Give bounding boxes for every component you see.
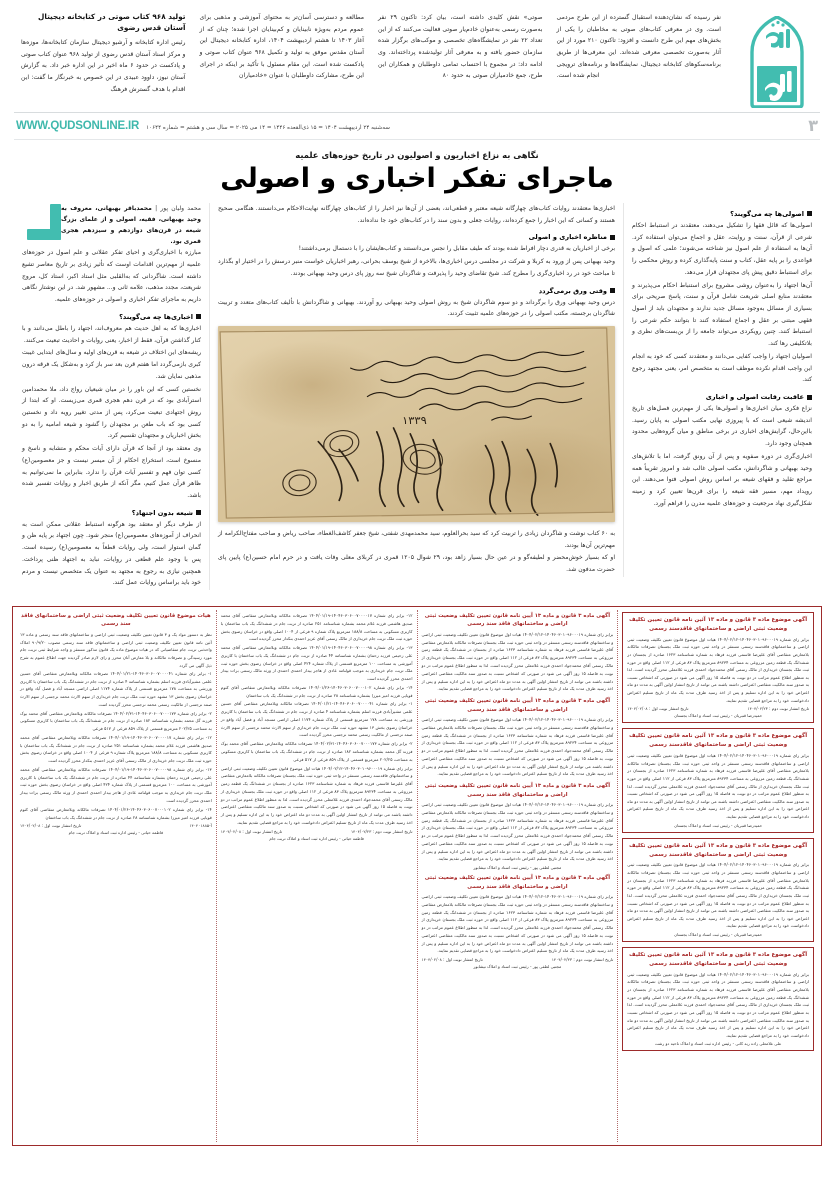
subhead-osuli (632, 210, 812, 218)
subhead-osuli-label: اصولی‌ها چه می‌گویند؟ (730, 209, 804, 218)
publish-date-2: تاریخ انتشار نوبت دوم : ۱۴۰۴/۰۲/۲۳ (350, 828, 413, 834)
legal-notice-item: ۱۲- برابر رای شماره ۱۴۰۴۶۰۳۰۶۰۰۷۰۰۰۰۱۷-۱۴۰۴/۰۱/۱۹ تصرفات مالکانه وبلامعارض متقاضی آقای محمد صدیق هاشمی فرزند غلام محمد بشماره شناسنامه ۲۵۱ صادره از تربت جام در ششدانگ یک باب ساختمان با کاربری مسکونی به مساحت ۱۸۸/۸ مترمربع پلاک شماره ۹ فرعی از ۱۰۰۴ اصلی واقع در خراسان رضوی بخش حوزه ثبت ملک تربت جام خریداری از مالک رسمی آقای عزیز احمدی بنکدار محرز گردیده است (20, 734, 212, 764)
classified-ad-signature: حمیدرضا قنبریان - رئیس ثبت اسناد و املاک بجستان (674, 713, 763, 719)
subhead-monazere-label: مناظره اخباری و اصولی (528, 233, 607, 242)
article-para: نخستین کسی که این باور را در میان شیعیان رواج داد، ملا محمدامین استرآبادی بود که در قرن دهم هجری قمری می‌زیست. او که ابتدا از روش اجتهادی تبعیت می‌کرد، پس از مدتی تغییر رویه داد و نخستین کسی بود که باب طعن بر مجتهدان را گشود و شیعه امامیه را به دو بخش اخباریان و مجتهدان تقسیم کرد. (22, 385, 201, 440)
article-columns (14, 203, 820, 590)
legal-notice-item: ۱۴- برابر رای شماره ۱۴۰۴۶۰۳۰۶۰۰۷۰۰۰۱۰۲-۱۴۰۴/۰۱/۲۶ تصرفات مالکانه وبلامعارض متقاضی آقای کثوم قویایی فرزند امیر میرزا بشماره شناسنامه ۲۸ صادره از تربت جام در ششدانگ یک باب ساختمان (220, 684, 413, 698)
classified-notice-body: برابر رای شماره ۱۴۰۴۶۰۳۰۱۰۹۶۰۰۰۱۹-۱۴۰۴/۰۲/۱۲ هیات اول موضوع قانون تعیین تکلیف وضعیت ثبتی اراضی و ساختمانهای فاقدسند رسمی مستقر در واحد ثبتی حوزه ثبت ملک بجستان تصرفات مالکانه بلامعارض متقاضی آقای علیرضا قاسمی فرزند فرهاد به شماره شناسنامه ۱۶۲۳ صادره از بجستان در ششدانگ یک قطعه زمین مزروعی به مساحت ۸۹۲۳۴ مترمربع پلاک ۸۳ فرعی از ۱۱۲ اصلی واقع در حوزه ثبت ملک بجستان خریداری از مالک رسمی آقای محمدجواد احمدی فرزند غلامعلی محرز گردیده است. لذا به منظور اطلاع عموم مراتب در دو نوبت به فاصله ۱۵ روز آگهی می شود در صورتی که اشخاص نسبت به صدور سند مالکیت متقاضی اعتراضی داشته باشند می توانند از تاریخ انتشار اولین آگهی به مدت دو ماه اعتراض خود را به این اداره تسلیم و پس از اخذ رسید ظرف مدت یک ماه از تاریخ تسلیم اعتراض دادخواست خود را به مراجع قضایی تقدیم نمایند. (421, 717, 614, 777)
article-para: برخی از اخباریان به قدری دچار افراط شده بودند که طیف مقابل را نجس می‌دانستند و کتاب‌هایشان را با دستمال برمی‌داشتند! (298, 245, 615, 253)
classifieds-column-4 (618, 610, 818, 1142)
article-title: ماجرای تفکر اخباری و اصولی (220, 163, 614, 194)
classified-ad-title: آگهی موضوع ماده ۳ قانون و ماده ۱۳ آئین نامه قانون تعیین تکلیف وضعیت ثبتی اراضی و ساختمانهای فاقدسند رسمی (629, 617, 808, 632)
article-para: مبارزه با اخباری‌گری و احیای تفکر عقلانی و علم اصول در حوزه‌های علمیه از مهم‌ترین اقدامات اوست که تأثیر زیادی بر تاریخ معاصر تشیع داشته است. شاگردانی که به‌القلبی مثل استاد اکبر، استاد کل، مروج شریعت، مجدد مذهب، علامه ثانی و... مشهور شد. در این نوشتار نگاهی داریم به ماجرای تفکر اخباری و اصولی در حوزه‌های علمیه. (22, 249, 201, 304)
square-bullet-icon (196, 510, 201, 515)
top-news-col-2 (193, 12, 372, 108)
legal-notice-item: ۱۴- برابر رای شماره ۱۴۰۴۶۰۳۰۶۰۰۷۰۰۰۱۰۲-۱۴۰۴/۰۱/۲۶ تصرفات مالکانه وبلامعارض متقاضی آقای کثوم قویایی فرزند امیر میرزا بشماره شناسنامه ۲۸ صادره از تربت جام در ششدانگ یک باب ساختمان (20, 806, 212, 820)
top-news-text-1: رئیس اداره کتابخانه و آرشیو دیجیتال سازمان کتابخانه‌ها، موزه‌ها و مرکز اسناد آستان قدس رضوی از تولید ۹۶۸ عنوان کتاب صوتی و پادکست در حدود ۶ ماه اخیر در این اداره خبر داد. به گزارش آستان نیوز، داوود عبیدی در این خصوص به خبرنگار ما گفت: این اقدام با هدف گسترش فرهنگ (21, 38, 186, 93)
classified-ad-body: برابر رای شماره ۱۴۰۴۶۰۳۰۱۰۹۶۰۰۰۱۹-۱۴۰۴/۰۲/۱۲ هیات اول موضوع قانون تعیین تکلیف وضعیت ثبتی اراضی و ساختمانهای فاقدسند رسمی مستقر در واحد ثبتی حوزه ثبت ملک بجستان تصرفات مالکانه بلامعارض متقاضی آقای علیرضا قاسمی فرزند فرهاد به شماره شناسنامه ۱۶۲۳ صادره از بجستان در ششدانگ یک قطعه زمین مزروعی به مساحت ۸۹۲۳۴ مترمربع پلاک ۸۳ فرعی از ۱۱۲ اصلی واقع در حوزه ثبت ملک بجستان خریداری از مالک رسمی آقای محمدجواد احمدی فرزند غلامعلی محرز گردیده است. لذا به منظور اطلاع عموم مراتب در دو نوبت به فاصله ۱۵ روز آگهی می شود در صورتی که اشخاص نسبت به صدور سند مالکیت متقاضی اعتراضی داشته باشند می توانند از تاریخ انتشار اولین آگهی به مدت دو ماه اعتراض خود را به این اداره تسلیم و پس از اخذ رسید ظرف مدت یک ماه از تاریخ تسلیم اعتراض دادخواست خود را به مراجع قضایی تقدیم نمایند. (627, 862, 810, 929)
dropcap-lam-icon (27, 204, 61, 240)
classified-notice-body: برابر رای شماره ۱۴۰۴۶۰۳۰۱۰۹۶۰۰۰۱۹-۱۴۰۴/۰۲/۱۲ هیات اول موضوع قانون تعیین تکلیف وضعیت ثبتی اراضی و ساختمانهای فاقدسند رسمی مستقر در واحد ثبتی حوزه ثبت ملک بجستان تصرفات مالکانه بلامعارض متقاضی آقای علیرضا قاسمی فرزند فرهاد به شماره شناسنامه ۱۶۲۳ صادره از بجستان در ششدانگ یک قطعه زمین مزروعی به مساحت ۸۹۲۳۴ مترمربع پلاک ۸۳ فرعی از ۱۱۲ اصلی واقع در حوزه ثبت ملک بجستان خریداری از مالک رسمی آقای محمدجواد احمدی فرزند غلامعلی محرز گردیده است. لذا به منظور اطلاع عموم مراتب در دو نوبت به فاصله ۱۵ روز آگهی می شود در صورتی که اشخاص نسبت به صدور سند مالکیت متقاضی اعتراضی داشته باشند می توانند از تاریخ انتشار اولین آگهی به مدت دو ماه اعتراض خود را به این اداره تسلیم و پس از اخذ رسید ظرف مدت یک ماه از تاریخ تسلیم اعتراض دادخواست خود را به مراجع قضایی تقدیم نمایند. (421, 894, 614, 954)
top-news-col-1 (14, 12, 193, 108)
classified-notice[interactable] (422, 612, 614, 693)
subhead-aqebat-label: عاقبت رقابت اصولی و اخباری (705, 393, 804, 401)
article-para: وی معتقد بود از آنجا که قرآن دارای آیات محکم و متشابه و ناسخ و منسوخ است، استخراج احکام از آن میسر نیست و جز معصومین(ع) کسی توان فهم و تفسیر آیات قرآن را ندارد. بنابراین ما نمی‌توانیم به ظاهر قرآن عمل کنیم، مگر آنکه از طریق اخبار و روایات تفسیر شده باشد. (22, 445, 201, 499)
classified-notice[interactable] (422, 697, 614, 778)
publish-date-1: تاریخ انتشار نوبت اول : ۱۴۰۴/۰۲/۰۸ (421, 957, 483, 963)
classified-ad-signature: مجتبی لطفی پور - رئیس ثبت اسناد و املاک نیشابور (473, 865, 562, 871)
article-para: اصولیان اجتهاد را واجب کفایی می‌دانند و معتقدند کسی که خود به انجام این واجب اقدام نکرده موظف است به متخصص امر، یعنی مجتهد رجوع کند. (632, 352, 812, 384)
classified-ad-title: آگهی موضوع ماده ۳ قانون و ماده ۱۳ آئین نامه قانون تعیین تکلیف وضعیت ثبتی اراضی و ساختمانهای فاقدسند رسمی (629, 733, 808, 749)
classified-ad[interactable] (622, 728, 814, 832)
classified-ad-footer (20, 823, 212, 828)
article-kicker: نگاهی به نزاع اخباریون و اصولیون در تاریخ حوزه‌های علمیه (295, 150, 539, 160)
article-para: از طرف دیگر او معتقد بود هرگونه استنباط عقلانی ممکن است به انحراف از آموزه‌های معصومین(ع) منجر شود. چون اجتهاد بر پایه ظن و گمان استوار است، ولی روایات قطعاً به معصومین(ع) رسیده است. پس با وجود علم قطعی در روایات، نباید به اجتهاد ظنی پرداخت. همچنین نیازی به رجوع به مجتهد به عنوان یک متخصص نیست و مردم خود باید براساس روایات عمل کنند. (22, 520, 201, 587)
classifieds-column-1 (16, 610, 217, 1142)
subhead-monazere (218, 233, 615, 241)
classifieds-column-2 (217, 610, 418, 1142)
classified-ad-body: برابر رای شماره ۱۴۰۴۶۰۳۰۱۰۹۶۰۰۰۱۹-۱۴۰۴/۰۲/۱۲ هیات اول موضوع قانون تعیین تکلیف وضعیت ثبتی اراضی و ساختمانهای فاقدسند رسمی مستقر در واحد ثبتی حوزه ثبت ملک بجستان تصرفات مالکانه بلامعارض متقاضی آقای علیرضا قاسمی فرزند فرهاد به شماره شناسنامه ۱۶۲۳ صادره از بجستان در ششدانگ یک قطعه زمین مزروعی به مساحت ۸۹۲۳۴ مترمربع پلاک ۸۳ فرعی از ۱۱۲ اصلی واقع در حوزه ثبت ملک بجستان خریداری از مالک رسمی آقای محمدجواد احمدی فرزند غلامعلی محرز گردیده است. لذا به منظور اطلاع عموم مراتب در دو نوبت به فاصله ۱۵ روز آگهی می شود در صورتی که اشخاص نسبت به صدور سند مالکیت متقاضی اعتراضی داشته باشند می توانند از تاریخ انتشار اولین آگهی به مدت دو ماه اعتراض خود را به این اداره تسلیم و پس از اخذ رسید ظرف مدت یک ماه از تاریخ تسلیم اعتراض دادخواست خود را به مراجع قضایی تقدیم نمایند. (627, 752, 810, 820)
byline-author: محمد ولیان پور (160, 204, 201, 212)
publish-date-2: تاریخ انتشار نوبت دوم : ۱۴۰۴/۰۲/۲۳ (747, 706, 809, 712)
classified-notice-title: آگهی ماده ۳ قانون و ماده ۱۳ آیین نامه قانون تعیین تکلیف وضعیت ثبتی اراضی و ساختمانهای فاقد سند رسمی (424, 875, 611, 890)
classified-notice-body: برابر رای شماره ۱۴۰۴۶۰۳۰۱۰۹۶۰۰۰۱۹-۱۴۰۴/۰۲/۱۲ هیات اول موضوع قانون تعیین تکلیف وضعیت ثبتی اراضی و ساختمانهای فاقدسند رسمی مستقر در واحد ثبتی حوزه ثبت ملک بجستان تصرفات مالکانه بلامعارض متقاضی آقای علیرضا قاسمی فرزند فرهاد به شماره شناسنامه ۱۶۲۳ صادره از بجستان در ششدانگ یک قطعه زمین مزروعی به مساحت ۸۹۲۳۴ مترمربع پلاک ۸۳ فرعی از ۱۱۲ اصلی واقع در حوزه ثبت ملک بجستان خریداری از مالک رسمی آقای محمدجواد احمدی فرزند غلامعلی محرز گردیده است. لذا به منظور اطلاع عموم مراتب در دو نوبت به فاصله ۱۵ روز آگهی می شود در صورتی که اشخاص نسبت به صدور سند مالکیت متقاضی اعتراضی داشته باشند می توانند از تاریخ انتشار اولین آگهی به مدت دو ماه اعتراض خود را به این اداره تسلیم و پس از اخذ رسید ظرف مدت یک ماه از تاریخ تسلیم اعتراض دادخواست خود را به مراجع قضایی تقدیم نمایند. (421, 802, 614, 862)
article-para: ریشه‌های این اختلاف در شیعه به قرن‌های اولیه و سال‌های ابتدایی غیبت کبری بازمی‌گردد اما هفتم قرن بعد سر باز کرد و به‌شکل یک فرقه درون مذهبی نمایان شد. (22, 349, 201, 380)
classified-notice-title: آگهی ماده ۳ قانون و ماده ۱۳ آیین نامه قانون تعیین تکلیف وضعیت ثبتی اراضی و ساختمانهای فاقد سند رسمی (424, 698, 611, 713)
square-bullet-icon (807, 211, 812, 216)
svg-text:۱۳۳۹: ۱۳۳۹ (402, 414, 427, 427)
classified-ad-title: آگهی موضوع ماده ۳ قانون و ماده ۱۳ آئین نامه قانون تعیین تکلیف وضعیت ثبتی اراضی و ساختمانهای فاقدسند رسمی (629, 842, 808, 858)
ref-code: آ-۱۴۰۴۰۱۸۸۵ (189, 823, 212, 829)
square-bullet-icon (807, 395, 812, 400)
classified-ad[interactable] (622, 838, 814, 942)
hiat-notice-intro: نظر به دستور مواد یک و ۳ قانون تعیین تکلیف وضعیت ثبتی اراضی و ساختمانهای فاقد سند رسمی و ماده ۱۳ آئین نامه قانون تعیین تکلیف وضعیت ثبتی اراضی و ساختمانهای فاقد سند رسمی مصوب ۹۰/۹/۲۰ املاک واحدثنی تربت جام متقاضیانی که در هیات موضوع ماده یک قانون مذکور مستقر و واجد شرایط ثبتی تربت جام مورد رسیدگی و تصرفات مالکانه و بلا معارض آنان محرز و رای لازم صادر گردیده جهت اطلاع عموم به شرح ذیل آگهی می گردد (20, 631, 212, 668)
subhead-aqebat (632, 393, 812, 401)
classified-ad-signature: مجتبی لطفی پور - رئیس ثبت اسناد و املاک نیشابور (473, 964, 562, 970)
legal-notice-item: ۲- برابر رای شماره ۱۴۰۴۶۰۳۰۶۰۰۷۰۰۰۱۷۳-۱۴۰۴/۰۲/۳۱ تصرفات مالکانه وبلامعارض متقاضی آقای محمد بوک فرزند گل محمد بشماره شناسنامه ۱۸۲ صادره از تربت جام در ششدانگ یک باب ساختمان با کاربری مسکونی به مساحت ۲۰۲/۲۵ مترمربع قسمتی از پلاک ۸۵۹ فرعی از ۵۱۷ فرعی (220, 741, 413, 762)
site-url[interactable]: WWW.QUDSONLINE.IR (16, 119, 140, 132)
classified-ad-footer (627, 706, 809, 711)
article-para: آن‌ها اجتهاد را به‌عنوان روشی مشروع برای استنباط احکام می‌پذیرند و معتقدند منابع اصلی شریعت شامل قرآن و سنت، پاسخ صریحی برای بسیاری از مسائل به‌وجود مسائل جدید ندارند و مجتهدان باید از اصول فقهی مبتنی بر عقل و اجماع استفاده کنند تا بتوانند حکم شرعی را استنباط کنند. چنین رویکردی می‌تواند جامعه را از بن‌بست‌های نظری و بلاتکلیفی رها کند. (632, 281, 812, 348)
article-para: وحید بهبهانی پس از ورود به کربلا و شرکت در مجلسی درس اخباری‌ها، بالاخره از شیخ یوسف بحرانی، رهبر اخباریان خواست منبر درسش را در اختیار او بگذارد تا مباحث خود در رد اخباری‌گری را مطرح کند. شیخ تقاضای وحید را پذیرفت و شاگردان شیخ سه روز پای درس وحید بهبهانی بودند. (218, 258, 615, 277)
article-column-left (624, 203, 820, 511)
legal-notice-item: ۱۳- برابر رای شماره ۱۴۰۴۶۰۳۰۶۰۰۷۰۰۰۰۹۸-۱۴۰۴/۰۱/۱۹ تصرفات مالکانه وبلامعارض متقاضی آقای محمد علی رحیمی فرزند رحمان بشماره شناسنامه ۴۴ صادره از تربت جام در ششدانگ یک باب ساختمان با کاربری آموزشی به مساحت ۱۰۰ مترمربع قسمتی از پلاک شماره ۴۲۴ اصلی واقع در خراسان رضوی بخش حوزه ثبت ملک تربت جام خریداری به موجب قولنامه عادی از هاجر بیدار احمدی احمدی از ورثه مالک رسمی برات بیدار احمدی محرز گردیده است (220, 645, 413, 682)
classified-ad-signature: حمیدرضا قنبریان - رئیس ثبت اسناد و املاک بجستان (674, 822, 763, 828)
classifieds-column-3 (418, 610, 619, 1142)
classified-ad-footer (221, 829, 413, 834)
classified-ad-signature: فاطمه حیاتی - رئیس اداره ثبت اسناد و املاک تربت جام (68, 830, 164, 836)
classified-notice-title: آگهی ماده ۳ قانون و ماده ۱۳ آیین نامه قانون تعیین تکلیف وضعیت ثبتی اراضی و ساختمانهای فاقد سند رسمی (424, 613, 611, 628)
article-para: اخباری‌ها که به اهل حدیث هم معروف‌اند، اجتهاد را باطل می‌دانند و با کنار گذاشتن قرآن، فقط از اخبار، یعنی روایات و احادیث تبعیت می‌کنند. (22, 324, 201, 344)
top-news-text-4: نفر رسیده که نشان‌دهنده استقبال گسترده از این طرح مردمی است. وی در معرفی کتاب‌های صوتی به مخاطبان را یکی از بخش‌های مهم این طرح دانست و افزود: تاکنون ۲۱۰ مورد از این آثار به‌صورت تخصصی معرفی شده‌اند. این معرفی‌ها از طریق برنامه‌سکوهای کتابخانه دیجیتال، نمایشگاه‌ها و برنامه‌های ترویجی انجام شده است. (556, 14, 721, 80)
top-news-text-3: صوتی» نقش کلیدی داشته است، بیان کرد: تاکنون ۲۹ نفر به‌صورت رسمی به‌عنوان خادم‌یار صوتی فعالیت می‌کنند که از این تعداد ۲۲ نفر در نمایشگاه‌های تخصصی و موکب‌های برگزار شده سازمان حضور یافته و به معرفی آثار تولیدشده پرداخته‌اند. وی ادامه داد: در مجموع با احتساب تمامی داوطلبان و همکاران این طرح، جمع خادمیاران صوتی به حدود ۸۰ (378, 14, 543, 80)
classified-ad-body: برابر رای شماره ۱۴۰۴۶۰۳۰۱۰۹۶۰۰۰۱۹-۱۴۰۴/۰۲/۱۲ هیات اول موضوع قانون تعیین تکلیف وضعیت ثبتی اراضی و ساختمانهای فاقدسند رسمی مستقر در واحد ثبتی حوزه ثبت ملک بجستان تصرفات مالکانه بلامعارض متقاضی آقای علیرضا قاسمی فرزند فرهاد به شماره شناسنامه ۱۶۲۳ صادره از بجستان در ششدانگ یک قطعه زمین مزروعی به مساحت ۸۹۲۳۴ مترمربع پلاک ۸۳ فرعی از ۱۱۲ اصلی واقع در حوزه ثبت ملک بجستان خریداری از مالک رسمی آقای محمدجواد احمدی فرزند غلامعلی محرز گردیده است. لذا به منظور اطلاع عموم مراتب در دو نوبت به فاصله ۱۵ روز آگهی می شود در صورتی که اشخاص نسبت به صدور سند مالکیت متقاضی اعتراضی داشته باشند می توانند از تاریخ انتشار اولین آگهی به مدت دو ماه اعتراض خود را به این اداره تسلیم و پس از اخذ رسید ظرف مدت یک ماه از تاریخ تسلیم اعتراض دادخواست خود را به مراجع قضایی تقدیم نمایند. (627, 636, 810, 703)
ravaq-qods-logo-icon (746, 16, 808, 108)
manuscript-image (218, 326, 615, 522)
classified-ad-signature: حمیدرضا قنبریان - رئیس ثبت اسناد و املاک بجستان (674, 932, 763, 938)
article-para: نزاع فکری میان اخباری‌ها و اصولی‌ها یکی از مهم‌ترین فصل‌های تاریخ اندیشه شیعی است که با پیروزی نهایی مکتب اصولی به پایان رسید. بااین‌حال، گرایش‌های اخباری در برخی مناطق و میان گروه‌هایی محدود همچنان وجود دارد. (632, 405, 812, 448)
legal-notice-item: ۱۳- برابر رای شماره ۱۴۰۴۶۰۳۰۶۰۰۷۰۰۰۰۹۸-۱۴۰۴/۰۱/۱۹ تصرفات مالکانه وبلامعارض متقاضی آقای محمد علی رحیمی فرزند رحمان بشماره شناسنامه ۴۴ صادره از تربت جام در ششدانگ یک باب ساختمان با کاربری آموزشی به مساحت ۱۰۰ مترمربع قسمتی از پلاک شماره ۴۲۴ اصلی واقع در خراسان رضوی بخش حوزه ثبت ملک تربت جام خریداری به موجب قولنامه عادی از هاجر بیدار احمدی احمدی از ورثه مالک رسمی برات بیدار احمدی محرز گردیده است (20, 766, 212, 804)
article-column-right (14, 203, 210, 590)
hiat-notice-title: هیات موضوع قانون تعیین تکلیف وضعیت ثبتی اراضی و ساختمانهای فاقد سند رسمی (21, 613, 211, 628)
article-para: او که بسیار خوش‌محضر و لطیفه‌گو و در عین حال بسیار زاهد بود، ۲۹ شوال ۱۲۰۵ قمری در کربلای معلی وفات یافت و در حرم امام حسین(ع) پایین پای حضرت مدفون شد. (218, 554, 616, 574)
article-para: اخباری‌ها معتقدند روایات کتاب‌های چهارگانه شیعه معتبر و قطعی‌اند، بعضی از آن‌ها نیز اخبار را از کتاب‌های چهارگانه نهایت‌الاحکام می‌دانستند. هنگامی صحیح هستند و کسانی که این اخبار را جمع کرده‌اند، روایات جعلی و بدون سند را در کتاب‌های خود جا نداده‌اند. (218, 204, 615, 224)
publish-date-2: تاریخ انتشار نوبت دوم : ۱۴۰۴/۰۲/۲۳ (551, 957, 614, 963)
publish-date-1: تاریخ انتشار نوبت اول : ۱۴۰۴/۰۲/۰۸ (20, 823, 82, 829)
masthead-logo-cell (734, 12, 820, 108)
article-para: درس وحید بهبهانی ورق را برگرداند و دو سوم شاگردان شیخ به روش اصولی وحید بهبهانی رو آوردند. بهبهانی و شاگردانش با تألیف کتاب‌های متعدد و تربیت شاگردان برجسته، مکتب اصولی را در حوزه‌های علمیه تثبیت کردند. (218, 298, 615, 318)
classified-ad[interactable] (622, 947, 814, 1051)
date-bar (0, 113, 834, 139)
top-news-text-2: مطالعه و دسترسی آسان‌تر به محتوای آموزشی و مذهبی برای عموم مردم به‌ویژه نابینایان و کم‌بینایان اجرا شده؛ چنان که از آغاز ۱۴۰۳ تا هشتم اردیبهشت ۱۴۰۴، اداره کتابخانه دیجیتال این آستان مقدس موفق به تولید و تکمیل ۹۶۸ عنوان کتاب صوتی و پادکست شده است. این مقام مسئول با تأکید بر اینکه در اجرای این طرح، مشارکت داوطلبان با عنوان «خادمیاران (199, 14, 364, 80)
legal-notice-item: ۱۲- برابر رای شماره ۱۴۰۴۶۰۳۰۶۰۰۷۰۰۰۰۱۷-۱۴۰۴/۰۱/۱۹ تصرفات مالکانه وبلامعارض متقاضی آقای محمد صدیق هاشمی فرزند غلام محمد بشماره شناسنامه ۲۵۱ صادره از تربت جام در ششدانگ یک باب ساختمان با کاربری مسکونی به مساحت ۱۸۸/۸ مترمربع پلاک شماره ۹ فرعی از ۱۰۰۴ اصلی واقع در خراسان رضوی بخش حوزه ثبت ملک تربت جام خریداری از مالک رسمی آقای عزیز احمدی بنکدار محرز گردیده است (220, 613, 413, 642)
article-column-middle (210, 203, 624, 577)
page-number: ۳ (808, 115, 818, 135)
legal-notice-item: ۱- برابر رای شماره ۱۴۰۴۶۰۳۰۶۰۰۷۰۰۰۰۴۱-۱۴۰۴/۰۱/۲۱ تصرفات مالکانه وبلامعارض متقاضی آقای حسین علمی مشیرآبادی فرزند اسلم بشماره شناسنامه ۴ صادره از تربت جام در ششدانگ یک باب ساختمان با کاربری ورزشی به مساحت ۱۷۸ مترمربع قسمتی از پلاک شماره ۱۱۷۴ اصلی اراضی مسجد آباد و فضل آباد واقع در خراسان رضوی بخش ۱۳ مشهد حوزه ثبت ملک تربت جام خریداری از سهم الارث محمد نرجسی از سهم الارث صمد نرجسی از مالکیت رسمی محمد نرجسی محرز گردیده است (220, 701, 413, 738)
subhead-shia (22, 509, 201, 517)
subhead-shia-label: شیعه بدون اجتهاد؟ (131, 508, 193, 517)
dropcap-wrap (27, 204, 61, 240)
classified-notice-body: برابر رای شماره ۱۴۰۴۶۰۳۰۱۰۹۶۰۰۰۱۹-۱۴۰۴/۰۲/۱۲ هیات اول موضوع قانون تعیین تکلیف وضعیت ثبتی اراضی و ساختمانهای فاقدسند رسمی مستقر در واحد ثبتی حوزه ثبت ملک بجستان تصرفات مالکانه بلامعارض متقاضی آقای علیرضا قاسمی فرزند فرهاد به شماره شناسنامه ۱۶۲۳ صادره از بجستان در ششدانگ یک قطعه زمین مزروعی به مساحت ۸۹۲۳۴ مترمربع پلاک ۸۳ فرعی از ۱۱۲ اصلی واقع در حوزه ثبت ملک بجستان خریداری از مالک رسمی آقای محمدجواد احمدی فرزند غلامعلی محرز گردیده است. لذا به منظور اطلاع عموم مراتب در دو نوبت به فاصله ۱۵ روز آگهی می شود در صورتی که اشخاص نسبت به صدور سند مالکیت متقاضی اعتراضی داشته باشند می توانند از تاریخ انتشار اولین آگهی به مدت دو ماه اعتراض خود را به این اداره تسلیم و پس از اخذ رسید ظرف مدت یک ماه از تاریخ تسلیم اعتراض دادخواست خود را به مراجع قضایی تقدیم نمایند. (421, 631, 614, 692)
classified-ad-signature: علی غلامعلی زاده ربه کانی - رئیس اداره ثبت اسناد و املاک ناحیه دو رشت (654, 1041, 782, 1047)
subhead-akhbari-label: اخباری‌ها چه می‌گویند؟ (119, 312, 193, 321)
classified-ad-footer (422, 957, 614, 962)
publish-date-1: تاریخ انتشار نوبت اول : ۱۴۰۴/۰۲/۰۸ (627, 706, 689, 712)
subhead-varagh-label: وقتی ورق برمی‌گردد (538, 286, 607, 295)
classifieds-section (12, 606, 822, 1146)
legal-notice-item: برابر رای شماره ۱۴۰۴۶۰۳۰۱۰۹۶۰۰۰۱۹-۱۴۰۴/۰۲/۱۲ هیات اول موضوع قانون تعیین تکلیف وضعیت ثبتی اراضی و ساختمانهای فاقدسند رسمی مستقر در واحد ثبتی حوزه ثبت ملک بجستان تصرفات مالکانه بلامعارض متقاضی آقای علیرضا قاسمی فرزند فرهاد به شماره شناسنامه ۱۶۲۳ صادره از بجستان در ششدانگ یک قطعه زمین مزروعی به مساحت ۸۹۲۳۴ مترمربع پلاک ۸۳ فرعی از ۱۱۲ اصلی واقع در حوزه ثبت ملک بجستان خریداری از مالک رسمی آقای محمدجواد احمدی فرزند غلامعلی محرز گردیده است. لذا به منظور اطلاع عموم مراتب در دو نوبت به فاصله ۱۵ روز آگهی می شود در صورتی که اشخاص نسبت به صدور سند مالکیت متقاضی اعتراضی داشته باشند می توانند از تاریخ انتشار اولین آگهی به مدت دو ماه اعتراض خود را به این اداره تسلیم و پس از اخذ رسید ظرف مدت یک ماه از تاریخ تسلیم اعتراض دادخواست خود را به مراجع قضایی تقدیم نمایند. (220, 765, 413, 825)
square-bullet-icon (610, 235, 615, 240)
legal-notice-item: ۱- برابر رای شماره ۱۴۰۴۶۰۳۰۶۰۰۷۰۰۰۰۴۱-۱۴۰۴/۰۱/۲۱ تصرفات مالکانه وبلامعارض متقاضی آقای حسین علمی مشیرآبادی فرزند اسلم بشماره شناسنامه ۴ صادره از تربت جام در ششدانگ یک باب ساختمان با کاربری ورزشی به مساحت ۱۷۸ مترمربع قسمتی از پلاک شماره ۱۱۷۴ اصلی اراضی مسجد آباد و فضل آباد واقع در خراسان رضوی بخش ۱۳ مشهد حوزه ثبت ملک تربت جام خریداری از سهم الارث محمد نرجسی از سهم الارث صمد نرجسی از مالکیت رسمی محمد نرجسی محرز گردیده است (20, 670, 212, 707)
issue-date-line: سه‌شنبه ۲۴ اردیبهشت ۱۴۰۴ = ۱۵ ذی‌القعده ۱۴۴۶ = ۱۴ می ۲۰۲۵ = سال سی و هشتم = شماره ۱۰۶۴۴ (146, 124, 390, 131)
classified-ad-title: آگهی موضوع ماده ۳ قانون و ماده ۱۳ آئین نامه قانون تعیین تکلیف وضعیت ثبتی اراضی و ساختمانهای فاقدسند رسمی (629, 952, 808, 967)
classified-ad[interactable] (622, 612, 814, 723)
article-para: به ۶۰ کتاب نوشت و شاگردان زیادی را تربیت کرد که سید بحرالعلوم، سید محمدمهدی شفتی، شیخ جعفر کاشف‌الغطاء، صاحب ریاض و صاحب مفتاح‌الکرامه از مهم‌ترین آن‌ها بودند. (218, 529, 615, 549)
top-news-columns (14, 12, 734, 108)
byline-lead: محمدباقر بهبهانی، معروف به وحید بهبهانی، فقیه، اصولی و از علمای بزرگ شیعه در قرن‌های دوازدهم و سیزدهم هجری قمری بود. (61, 204, 201, 246)
subhead-varagh (218, 287, 615, 295)
publish-date-1: تاریخ انتشار نوبت اول : ۱۴۰۴/۰۲/۰۸ (220, 828, 283, 834)
classified-notice[interactable] (422, 874, 614, 969)
legal-notice-item: ۲- برابر رای شماره ۱۴۰۴۶۰۳۰۶۰۰۷۰۰۰۱۷۳-۱۴۰۴/۰۲/۳۱ تصرفات مالکانه وبلامعارض متقاضی آقای محمد بوک فرزند گل محمد بشماره شناسنامه ۱۸۲ صادره از تربت جام در ششدانگ یک باب ساختمان با کاربری مسکونی به مساحت ۲۰۲/۲۵ مترمربع قسمتی از پلاک ۸۵۹ فرعی از ۵۱۷ فرعی (20, 710, 212, 732)
classified-notice[interactable] (422, 782, 614, 870)
classified-notice-title: آگهی ماده ۳ قانون و ماده ۱۳ آیین نامه قانون تعیین تکلیف وضعیت ثبتی اراضی و ساختمانهای فاقد سند رسمی (424, 783, 611, 798)
square-bullet-icon (610, 288, 615, 293)
top-news-headline: تولید ۹۶۸ کتاب صوتی در کتابخانه دیجیتال آستان قدس رضوی (38, 12, 186, 32)
byline-separator: | (151, 204, 158, 212)
subhead-akhbari (22, 313, 201, 321)
article-para: اصولی‌ها که قائل فقها را تشکیل می‌دهند، معتقدند در استنباط احکام شرعی از قرآن، سنت و روایت، عقل و اجماع می‌توان استفاده کرد. آن‌ها به استفاده از علم اصول نیز شناخته می‌شوند؛ علمی که اصول و قواعدی را بر پایه عقل، کتاب و سنت پایه‌گذاری کرده و روش محکمی را برای استنباط دقیق پیش پای مجتهدان قرار می‌دهد. (632, 221, 812, 276)
classified-ad-signature: فاطمه حیاتی - رئیس اداره ثبت اسناد و املاک تربت جام (269, 835, 364, 841)
manuscript-figure (218, 326, 615, 522)
top-news-col-4 (550, 12, 729, 108)
main-article (0, 140, 834, 594)
date-bar-right (16, 120, 390, 132)
classified-ad-body: برابر رای شماره ۱۴۰۴۶۰۳۰۱۰۹۶۰۰۰۱۹-۱۴۰۴/۰۲/۱۲ هیات اول موضوع قانون تعیین تکلیف وضعیت ثبتی اراضی و ساختمانهای فاقدسند رسمی مستقر در واحد ثبتی حوزه ثبت ملک بجستان تصرفات مالکانه بلامعارض متقاضی آقای علیرضا قاسمی فرزند فرهاد به شماره شناسنامه ۱۶۲۳ صادره از بجستان در ششدانگ یک قطعه زمین مزروعی به مساحت ۸۹۲۳۴ مترمربع پلاک ۸۳ فرعی از ۱۱۲ اصلی واقع در حوزه ثبت ملک بجستان خریداری از مالک رسمی آقای محمدجواد احمدی فرزند غلامعلی محرز گردیده است. لذا به منظور اطلاع عموم مراتب در دو نوبت به فاصله ۱۵ روز آگهی می شود در صورتی که اشخاص نسبت به صدور سند مالکیت متقاضی اعتراضی داشته باشند می توانند از تاریخ انتشار اولین آگهی به مدت دو ماه اعتراض خود را به این اداره تسلیم و پس از اخذ رسید ظرف مدت یک ماه از تاریخ تسلیم اعتراض دادخواست خود را به مراجع قضایی تقدیم نمایند. (627, 971, 810, 1038)
top-news-col-3 (371, 12, 550, 108)
article-para: اخباری‌گری در دوره صفویه و پس از آن رونق گرفت، اما با تلاش‌های وحید بهبهانی و شاگردانش، مکتب اصولی غالب شد و امروز تقریباً همه مراجع تقلید و فقهای شیعه بر اساس روش اصولی فتوا می‌دهند. این رویداد مهم، مسیر فقه شیعه را برای قرن‌ها تعیین کرد و زمینه شکل‌گیری نهاد مرجعیت و حوزه‌های علمیه مدرن را فراهم آورد. (632, 452, 812, 507)
top-news-strip (0, 0, 834, 108)
square-bullet-icon (196, 314, 201, 319)
